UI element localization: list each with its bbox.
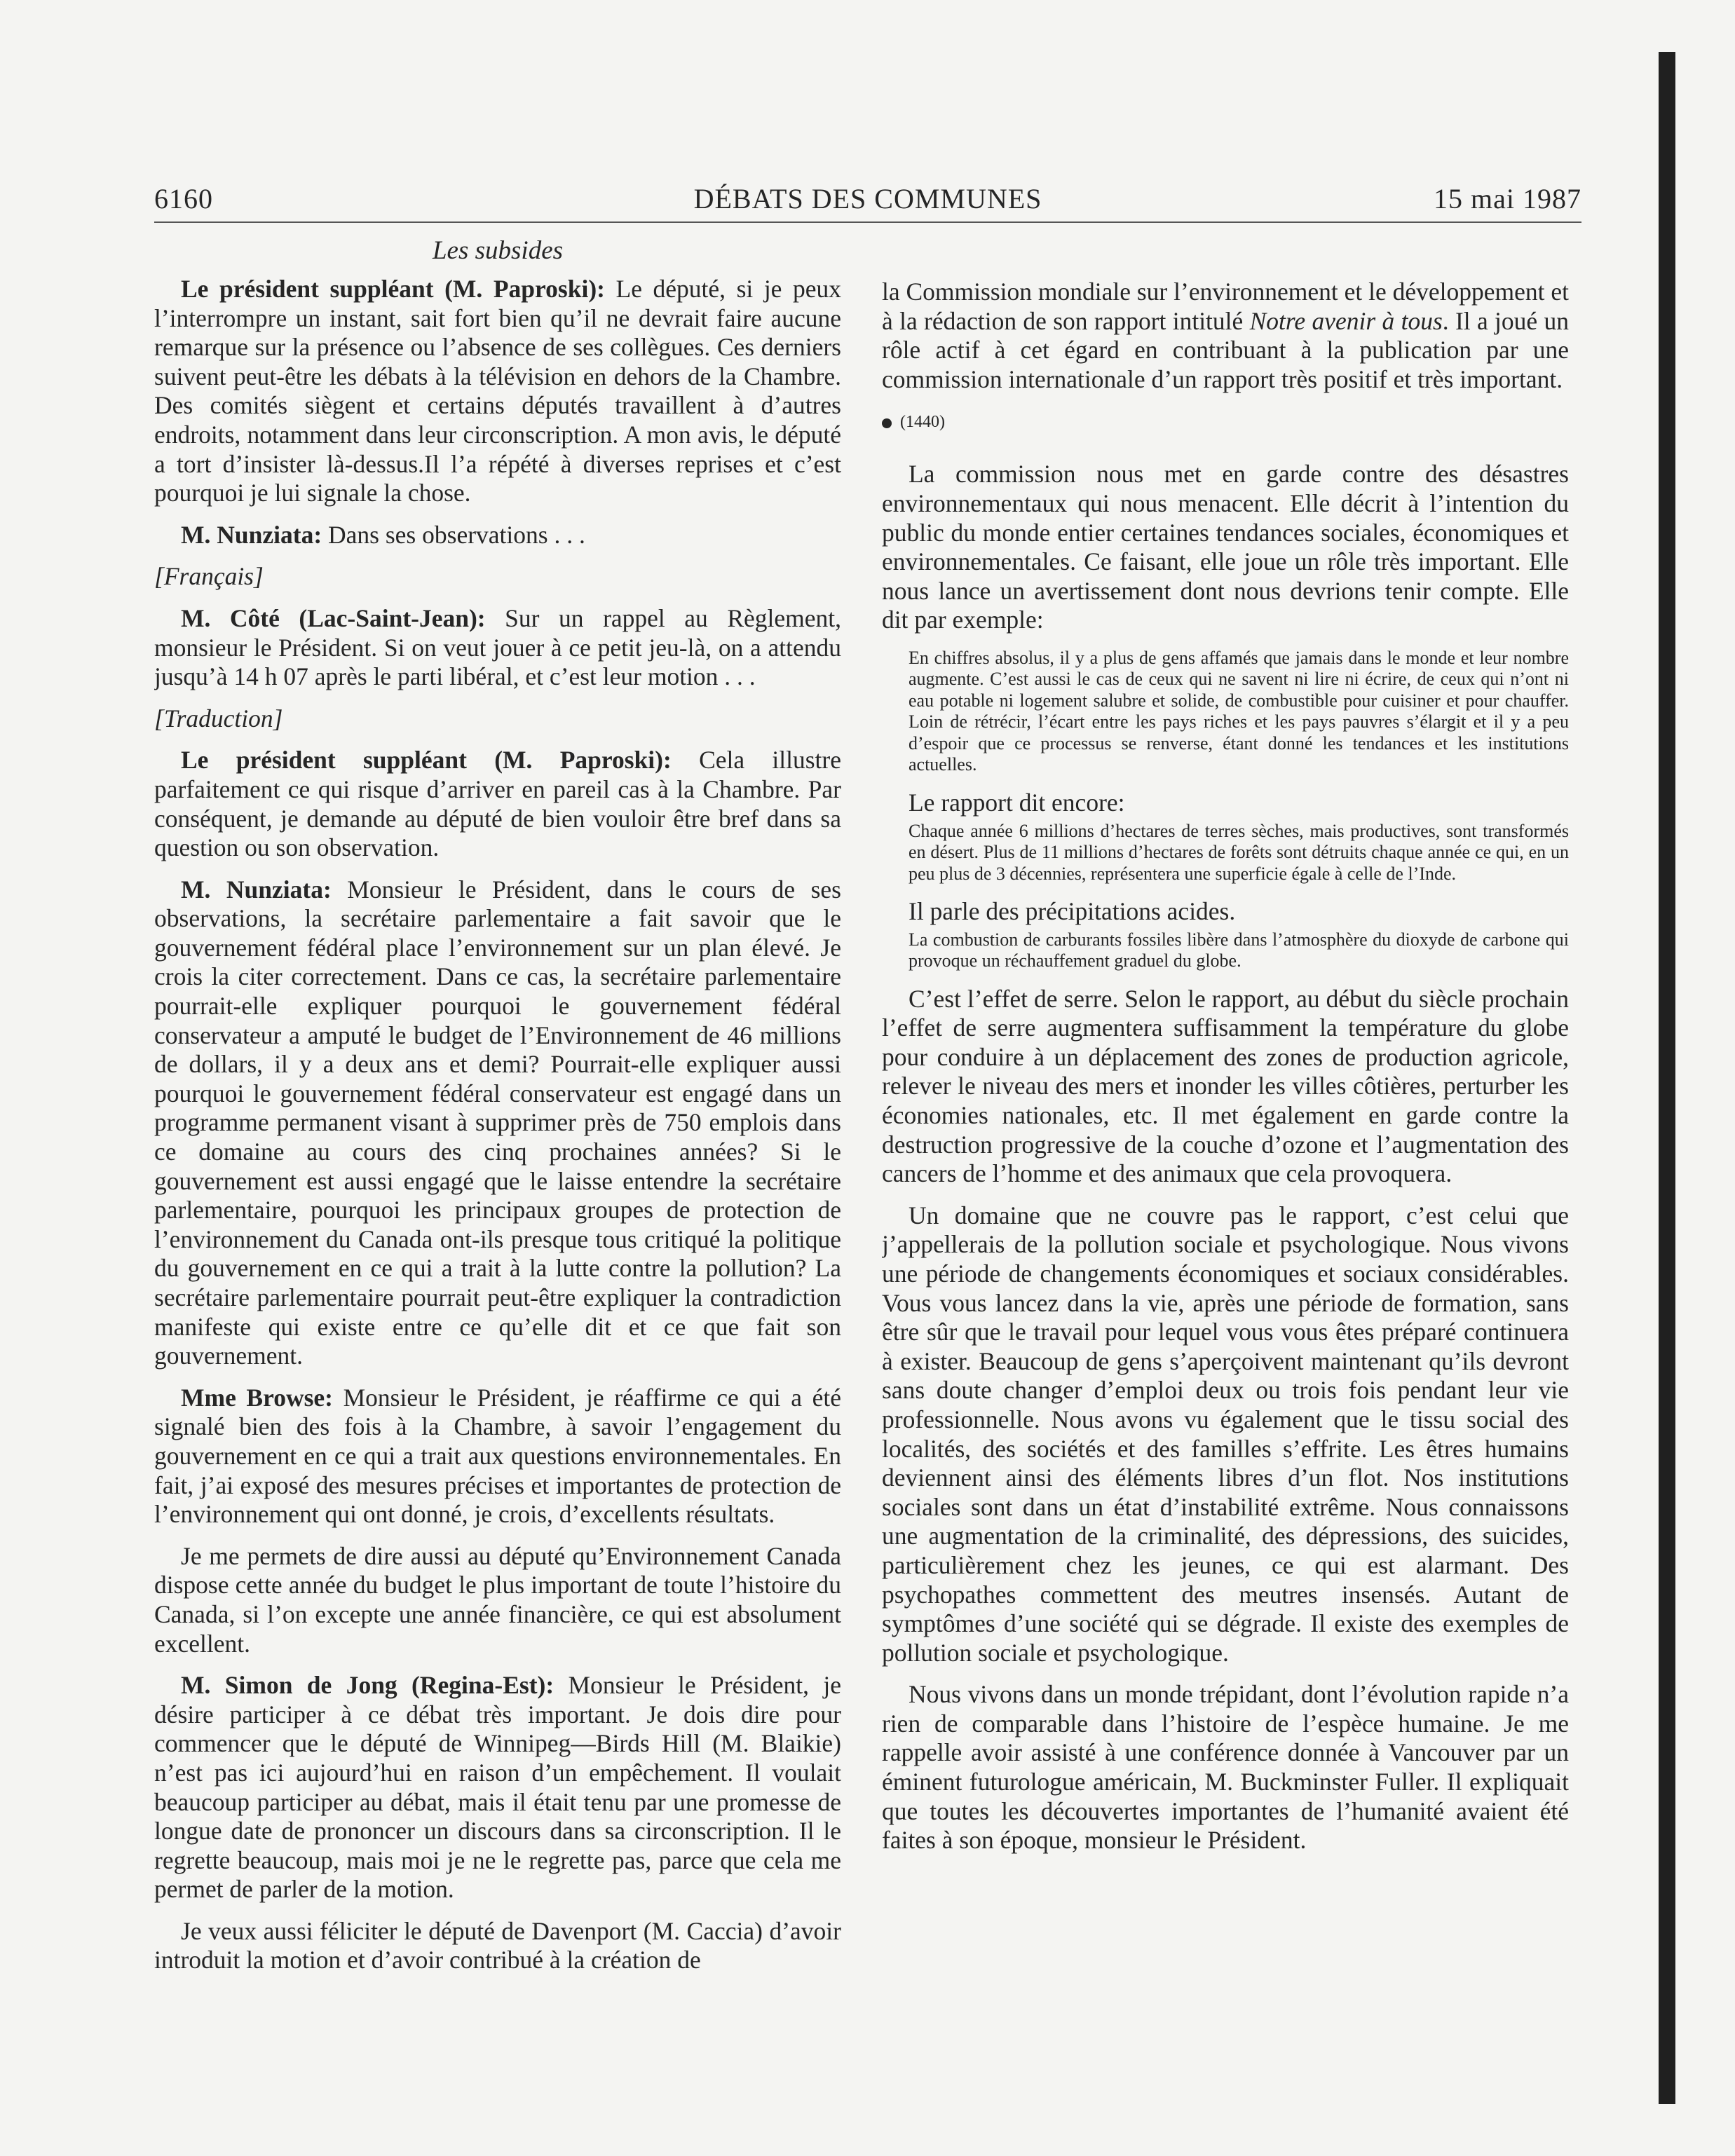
speaker-name: Le président suppléant (M. Paproski): xyxy=(181,746,672,775)
publication-date: 15 mai 1987 xyxy=(1434,183,1581,214)
left-column xyxy=(154,275,841,2097)
paragraph xyxy=(154,604,841,692)
paragraph xyxy=(154,521,841,550)
time-stamp: (1440) xyxy=(900,413,945,432)
block-quote xyxy=(882,821,1569,885)
scan-edge-bar xyxy=(1659,52,1675,2104)
speaker-name: M. Nunziata: xyxy=(181,520,322,549)
publication-title: DÉBATS DES COMMUNES xyxy=(693,183,1042,214)
paragraph xyxy=(154,746,841,862)
paragraph: C’est l’effet de serre. Selon le rapport, au début du siècle prochain l’effet de serre augmentera suffisamment la température du globe pour conduire à un déplacement des zones de production agricole, relever le niveau des mers et inonder les villes côtières, perturber les économies nationales, etc. Il met également en garde contre la destruction progressive de la couche d’ozone et l’augmentation des cancers de l’homme et des animaux que cela provoquera. xyxy=(882,984,1569,1188)
speech-text: Monsieur le Président, dans le cours de ses observations, la secrétaire parlementaire a fait savoir que le gouvernement fédéral place l’environnement sur un plan élevé. Je crois la citer correctement. Dans ce cas, la secrétaire parlementaire pourrait-elle expliquer pourquoi le gouvernement fédéral conservateur a amputé le budget de l’Environnement de 46 millions de dollars, il y a deux ans et demi? Pourrait-elle expliquer aussi pourquoi le gouvernement fédéral conservateur est engagé dans un programme permanent visant à supprimer près de 750 emplois dans ce domaine au cours des cinq prochaines années? Si le gouvernement est aussi engagé que le laisse entendre la secrétaire parlementaire, pourquoi les principaux groupes de protection de l’environnement du Canada ont-ils presque tous critiqué la politique du gouvernement en ce qui a trait à la lutte contre la pollution? La secrétaire parlementaire pourrait peut-être expliquer la contradiction manifeste qui existe entre ce qu’elle dit et ce que fait son gouvernement. xyxy=(154,875,841,1370)
paragraph: Je me permets de dire aussi au député qu’Environnement Canada dispose cette année du budget le plus important de toute l’histoire du Canada, si l’on excepte une année financière, ce qui est absolument excellent. xyxy=(154,1541,841,1658)
section-title: Les subsides xyxy=(432,236,564,265)
paragraph: Il parle des précipitations acides. xyxy=(909,897,1236,926)
block-quote xyxy=(882,648,1569,776)
page-number: 6160 xyxy=(154,183,213,214)
time-marker xyxy=(882,408,1569,436)
quote-text: La combustion de carburants fossiles libère dans l’atmosphère du dioxyde de carbone qui provoque un réchauffement graduel du globe. xyxy=(909,929,1569,971)
paragraph: Je veux aussi féliciter le député de Davenport (M. Caccia) d’avoir introduit la motion et d’avoir contribué à la création de xyxy=(154,1916,841,1974)
block-quote xyxy=(882,929,1569,972)
speech-text: Monsieur le Président, je réaffirme ce qui a été signalé bien des fois à la Chambre, à savoir l’engagement du gouvernement en ce qui a trait aux questions environnementales. En fait, j’ai exposé des mesures précises et importantes de protection de l’environnement qui ont donné, je crois, d’excellents résultats. xyxy=(154,1383,841,1529)
quote-text: Chaque année 6 millions d’hectares de terres sèches, mais productives, sont transformés en désert. Plus de 11 millions d’hectares de forêts sont détruits chaque année ce qui, en un peu plus de 3 décennies, représentera une superficie égale à celle de l’Inde. xyxy=(909,820,1569,884)
paragraph: Nous vivons dans un monde trépidant, dont l’évolution rapide n’a rien de comparable dans l’histoire de l’espèce humaine. Je me rappelle avoir assisté à une conférence donnée à Vancouver par un éminent futurologue américain, M. Buckminster Fuller. Il expliquait que toutes les découvertes importantes de l’humanité avaient été faites à son époque, monsieur le Président. xyxy=(882,1680,1569,1855)
paragraph xyxy=(154,875,841,1371)
paragraph xyxy=(154,275,841,508)
paragraph xyxy=(154,1384,841,1529)
right-column xyxy=(882,278,1569,2100)
paragraph: La commission nous met en garde contre des désastres environnementaux qui nous menacent. Elle décrit à l’intention du public du monde entier certaines tendances sociales, économiques et environnementales. Ce faisant, elle joue un rôle très important. Elle nous lance un avertissement dont nous devrions tenir compte. Elle dit par exemple: xyxy=(882,460,1569,634)
report-title: Notre avenir à tous xyxy=(1249,306,1443,335)
language-marker: [Français] xyxy=(154,562,264,591)
speech-text: Cela illustre parfaitement ce qui risque d’arriver en pareil cas à la Chambre. Par conséquent, je demande au député de bien vouloir être bref dans sa question ou son observation. xyxy=(154,746,841,862)
speaker-name: M. Côté (Lac-Saint-Jean): xyxy=(181,603,486,632)
text-run: . Il a joué un rôle actif à cet égard en contribuant à la publication par une commission internationale d’un rapport très positif et très important. xyxy=(882,306,1569,393)
speaker-name: M. Simon de Jong (Regina-Est): xyxy=(181,1671,554,1700)
speech-text: Le député, si je peux l’interrompre un instant, sait fort bien qu’il ne devrait faire aucune remarque sur la présence ou l’absence de ses collègues. Ces derniers suivent peut-être les débats à la télévision en dehors de la Chambre. Des comités siègent et certains députés travaillent à d’autres endroits, notamment dans leur circonscription. A mon avis, le député a tort d’insister là-dessus.Il l’a répété à diverses reprises et c’est pourquoi je lui signale la chose. xyxy=(154,275,841,507)
paragraph xyxy=(882,278,1569,394)
paragraph: Un domaine que ne couvre pas le rapport, c’est celui que j’appellerais de la pollution sociale et psychologique. Nous vivons une période de changements économiques et sociaux considérables. Vous vous lancez dans la vie, après une période de formation, sans être sûr que le travail pour lequel vous vous êtes préparé continuera à exister. Beaucoup de gens s’aperçoivent maintenant qu’ils devront sans doute changer d’emploi deux ou trois fois pendant leur vie professionnelle. Nous avons vu également que le tissu social des localités, des sociétés et des familles s’effrite. Les êtres humains deviennent ainsi des éléments libres d’un flot. Nos institutions sociales sont dans un état d’instabilité extrême. Nous connaissons une augmentation de la criminalité, des dépressions, des suicides, particulièrement chez les jeunes, ce qui est alarmant. Des psychopathes commettent des meutres insensés. Autant de symptômes d’une société qui se dégrade. Il existe des exemples de pollution sociale et psychologique. xyxy=(882,1201,1569,1667)
speaker-name: Mme Browse: xyxy=(181,1383,333,1412)
text-run: la Commission mondiale sur l’environnement et le développement et à la rédaction de son rapport intitulé xyxy=(882,278,1569,335)
language-marker: [Traduction] xyxy=(154,704,283,732)
speaker-name: Le président suppléant (M. Paproski): xyxy=(181,275,605,303)
quote-text: En chiffres absolus, il y a plus de gens affamés que jamais dans le monde et leur nombre augmente. C’est aussi le cas de ceux qui ne savent ni lire ni écrire, de ceux qui n’ont ni eau potable ni logement salubre et solide, de combustible pour cuisiner et pour chauffer. Loin de rétrécir, l’écart entre les pays riches et les pays pauvres s’élargit et il y a peu d’espoir que ce processus se renverse, étant donné les tendances et les institutions actuelles. xyxy=(909,647,1569,775)
paragraph xyxy=(154,1671,841,1904)
speaker-name: M. Nunziata: xyxy=(181,875,332,903)
paragraph: Le rapport dit encore: xyxy=(909,788,1125,817)
speech-text: Sur un rappel au Règlement, monsieur le Président. Si on veut jouer à ce petit jeu-là, on a attendu jusqu’à 14 h 07 après le parti libéral, et c’est leur motion . . . xyxy=(154,603,841,691)
page-header xyxy=(154,179,1581,223)
bullet-icon xyxy=(882,418,892,428)
speech-text: Monsieur le Président, je désire participer à ce débat très important. Je dois dire pour commencer que le député de Winnipeg—Birds Hill (M. Blaikie) n’est pas ici aujourd’hui en raison d’un empêchement. Il voulait beaucoup participer au débat, mais il était tenu par une promesse de longue date de prononcer un discours dans sa circonscription. Il le regrette beaucoup, mais moi je ne le regrette pas, parce que cela me permet de parler de la motion. xyxy=(154,1671,841,1904)
speech-text: Dans ses observations . . . xyxy=(322,520,585,549)
